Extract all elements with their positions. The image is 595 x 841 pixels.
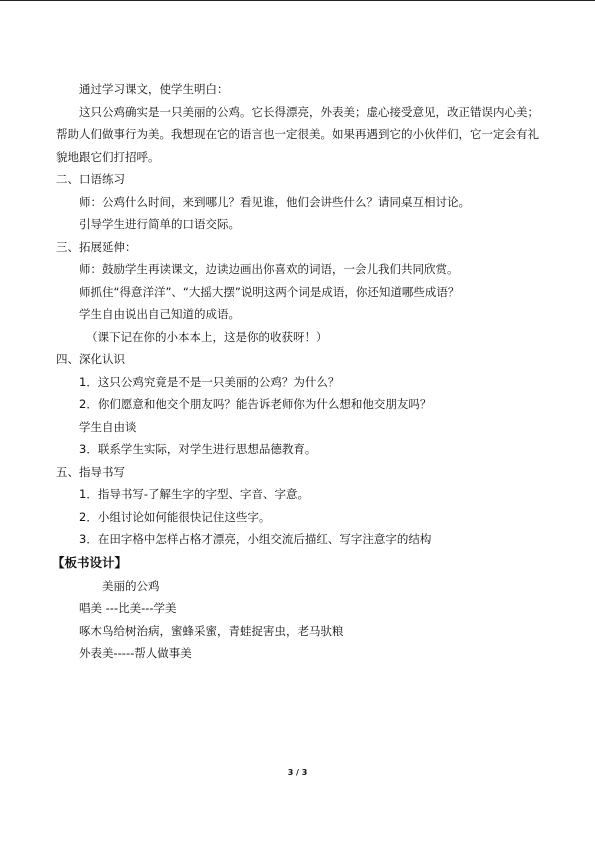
- list-item: 1．这只公鸡究竟是不是一只美丽的公鸡？为什么？: [79, 374, 340, 389]
- top-rule: [0, 0, 595, 1]
- paragraph-summary: 这只公鸡确实是一只美丽的公鸡。它长得漂亮，外表美；虚心接受意见，改正错误内心美；帮助人们做事行为美。我想现在它的语言也一定很美。如果再遇到它的小伙伴们，它一定会有礼貌地跟它们打招呼。: [56, 104, 539, 164]
- paragraph-note: （课下记在你的小本本上，这是你的收获呀！）: [86, 329, 328, 344]
- list-item: 2．小组讨论如何能很快记住这些字。: [79, 509, 271, 524]
- board-line: 啄木鸟给树治病，蜜蜂采蜜，青蛙捉害虫，老马驮粮: [79, 623, 344, 638]
- document-body: [52, 78, 540, 665]
- board-title: 美丽的公鸡: [102, 578, 160, 593]
- paragraph: 引导学生进行简单的口语交际。: [79, 217, 240, 231]
- section-heading-3: 三、拓展延伸：: [56, 239, 137, 254]
- list-item: 3．在田字格中怎样占格才漂亮，小组交流后描红、写字注意字的结构: [79, 532, 432, 546]
- paragraph: 学生自由说出自己知道的成语。: [79, 307, 240, 321]
- paragraph: 师：公鸡什么时间，来到哪儿？看见谁，他们会讲些什么？请同桌互相讨论。: [79, 194, 470, 209]
- paragraph-intro: 通过学习课文，使学生明白：: [79, 82, 229, 96]
- board-line: 外表美-----帮人做事美: [79, 646, 192, 660]
- paragraph: 师：鼓励学生再读课文，边读边画出你喜欢的词语，一会儿我们共同欣赏。: [79, 262, 459, 276]
- paragraph: 师抓住“得意洋洋”、“大摇大摆”说明这两个词是成语，你还知道哪些成语？: [79, 284, 460, 299]
- paragraph: 学生自由谈: [79, 419, 137, 434]
- section-heading-4: 四、深化认识: [56, 352, 125, 366]
- board-line: 唱美 ---比美---学美: [79, 601, 177, 615]
- board-design-heading: 【板书设计】: [52, 554, 128, 570]
- section-heading-5: 五、指导书写: [56, 464, 125, 479]
- page-number: 3 / 3: [287, 768, 308, 777]
- list-item: 2．你们愿意和他交个朋友吗？能告诉老师你为什么想和他交朋友吗？: [79, 397, 432, 411]
- list-item: 3．联系学生实际，对学生进行思想品德教育。: [79, 442, 317, 456]
- list-item: 1．指导书写-了解生字的字型、字音、字意。: [79, 487, 309, 501]
- section-heading-2: 二、口语练习: [56, 172, 125, 186]
